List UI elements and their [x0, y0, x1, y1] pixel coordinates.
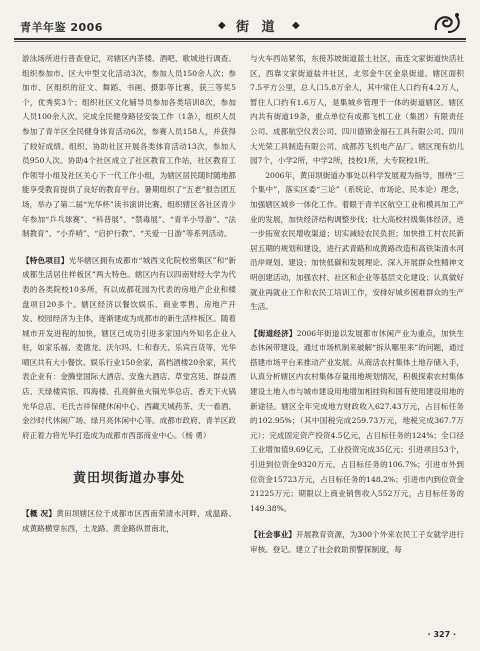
paragraph: 【社会事业】开展教育资源，为300个外来农民工子女就学进行审核、登记。建立了社会救助预警探制度，每 [250, 530, 465, 554]
header-rule [14, 38, 466, 40]
paragraph: 2006年，黄田坝街道办事处以科学发展观为指导，围绕“三个集中”，落实区委“三论”（系统论、市场论、民本论）理念，加强辖区城乡一体化工作。着眼于青羊区航空工业和模具加工产业的发展，加快经济结构调整步伐；壮大高校村级集体经济，进一步拓宽农民增收渠道；切实减轻农民负担；加快推工村农民新居五期的规划和建设，进行武青路和成黄路改造和高铁柒清水河沿岸规划、建设；加快低碳和发展理论、深入开展群众性精神文明创建活动，加强农村、社区和企业等基层文化建设；认真做好就业再就业工作和农民工培训工作，安排好城乡困难群众的生产生活。 [250, 170, 464, 312]
section-tag: 【特色项目】 [22, 255, 69, 265]
paragraph: 【特色项目】光华辖区拥有成都市“城西文化院校密集区”和“新成都生活居住样板区”两大特色。辖区内有以四南财经大学为代表的各类院校10多所，有以成都花园为代表的房地产企业和楼盘项目20多个。辖区经济以餐饮娱乐、商业零售、房地产开发、校园经济为主体，逐渐建成为成都市的新生活样板区。随着城市开发进程的加快，辖区已成功引进多家国内外知名企业入驻，如家乐福、麦德龙、沃尔玛、仁和春天、乐宾百货等，光华晴区共有大小餐饮、娱乐行业150余家，高档酒楼20余家，其代表企业有：金腾堂国际大酒店、安逸大酒店、草堂宫廷、群益酒店、天绿楼宾馆、四海楼、孔亮鲜鱼火锅光华总店、香天下火锅光华总店、毛氏吉祥保健休闲中心、西藏天城药茶、天一看酒、金沙时代休闲广场、绿月亮休闲中心等。成都市政府、青羊区政府正着力将光华打造成为成都市西部商业中心。（杨 勇） [22, 255, 236, 440]
section-tag: 【社会事业】 [250, 530, 297, 540]
right-column [250, 52, 464, 558]
article-headline: 黄田坝街道办事处 [72, 471, 185, 487]
diamond-icon: ◆ [218, 20, 226, 31]
paragraph: 【街道经济】2006年街道以发展都市休闲产业为重点，加快生态休闲带建设，通过市场机制来破解“拆从哪里来”的问题，通过搭建市场平台来推动产业发展。从商活农村集体土地存储入手，认真分析辖区内农村集体存量用地规划情况，积极探索农村集体建设土地入市与城市建设用地增加相挂钩和国有使用建设用地的新途径。辖区全年完成地方财政收入627.43万元，占目标任务的102.95%；（其中国税完成259.73万元，地税完成367.7万元）；完成固定资产投资4.5亿元，占目标任务的124%；全口径工业增加值9.69亿元，工业投资完成35亿元；引进项目53个，引进到位资金9320万元，占目标任务的106.7%；引进市外到位资金15723万元，占目标任务的148.2%；引进市内到位资金21225万元；期限以上商业销售收入552万元，占目标任务的149.38%。 [250, 328, 465, 513]
paragraph: 【概 况】黄田坝辖区位于成都市区西南荣清水河畔，成温路、成黄路横穿东西，土龙路、黄金路纵贯南北， [22, 509, 236, 534]
section-tag: 【概 况】 [22, 509, 57, 519]
swirl-ornament-icon [432, 10, 462, 36]
paragraph: 游泳场所进行普查登记，对辖区内茶楼、酒吧、歌城进行调查。组织参加市、区大中型文化活动3次，参加人员150余人次；参加市、区组织的征文、舞蹈、书画、摄影等比赛，获三等奖5个，优秀奖3个；组织社区文化辅导员参加各类培训8次，参加人员100余人次。完成全民健身路径安装工作（1条），组织人员参加了青羊区全民健身体育活动6次，参赛人员158人，并获得了较好成绩。组织、协助社区开展各类体育活动13次，参加人员950人次。协助4个社区成立了社区教育工作站，社区教育工作领导小组及社区关心下一代工作小组，为辖区居民随时随地都能享受教育提供了良好的教育平台。暑期组织了“五老”报告团五场，举办了第二届“光华杯”读书演讲比赛。组织辖区各社区青少年参加“乒乓球赛”、“科普展”、“禁毒展”、“青羊小导游”、“法制教育”、“小乔哨”、“启护行教”、“关爱一日游”等系列活动。 [22, 54, 236, 239]
yearbook-title: 青羊年鉴 2006 [20, 21, 103, 34]
left-column [22, 52, 236, 537]
section-title: 街 道 [236, 20, 279, 35]
page-header [14, 10, 466, 38]
header-rule-thin [14, 41, 466, 42]
section-tag: 【街道经济】 [250, 328, 297, 338]
paragraph: 与火车西站紧邻，东接苏坡街道蓝土社区，南连文家街道快活社区，西靠文家街道盐井社区，北邻金牛区金泉街道。辖区面积7.5平方公里，总人口5.8万余人，其中常住人口约有4.2万人，暂住人口约有1.6万人，是集城乡管理于一体的街道辖区。辖区内共有街道19条，重点单位有成都飞机工业（集团）有限责任公司、成都航空仪表公司、四川德锦金福石工具有限公司、四川大光荣工具制造有限公司、成都苏飞机电产品厂。辖区现有幼儿园7个，小学2所，中学2所，技校1所，大专院校1所。 [250, 54, 464, 166]
page-number: · 327 · [427, 630, 456, 639]
diamond-icon: ◆ [292, 20, 300, 31]
